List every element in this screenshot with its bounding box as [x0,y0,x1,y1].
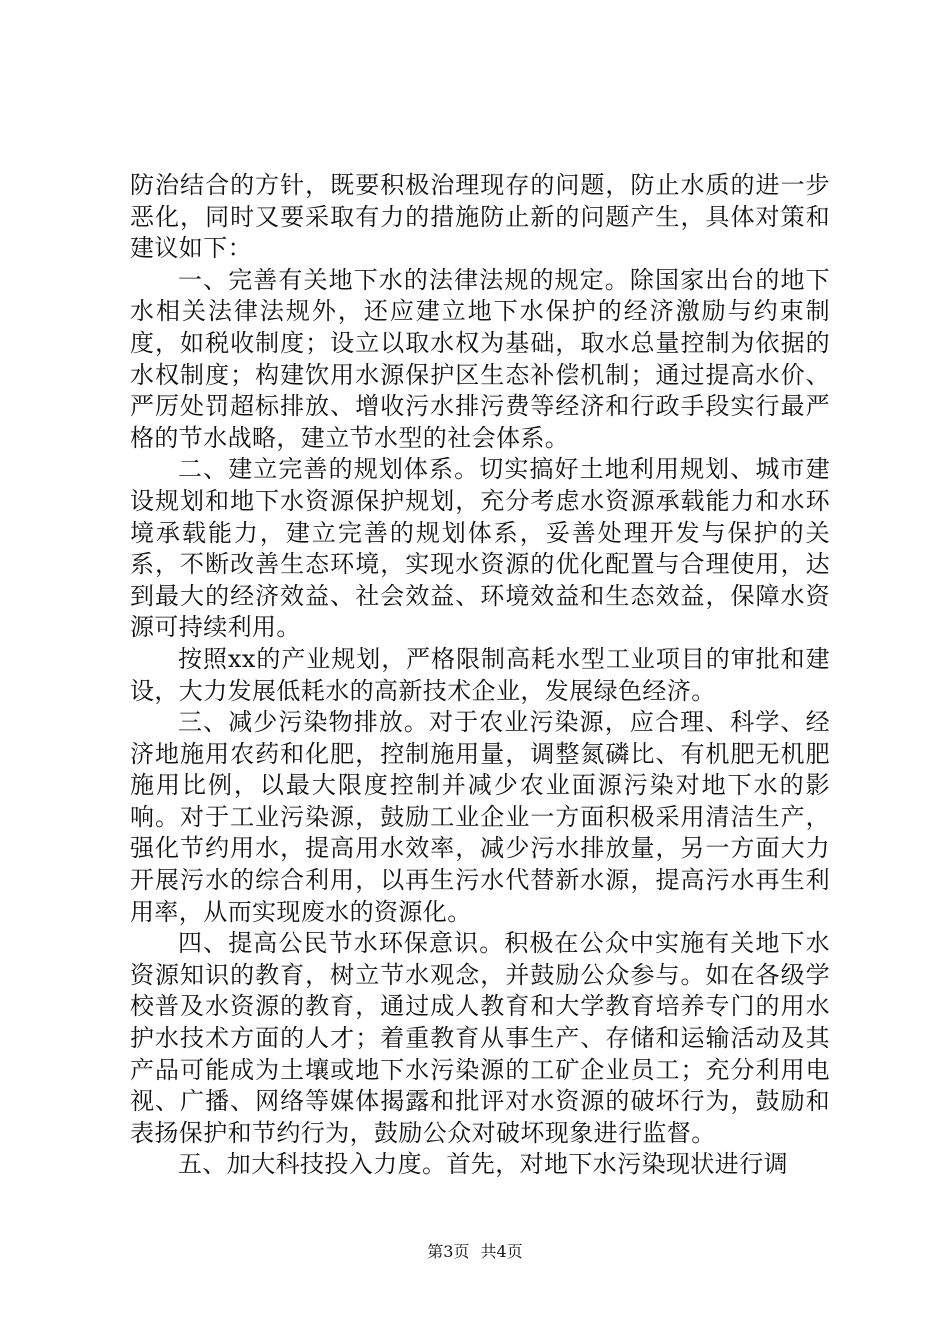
page-total: 共4页 [480,1242,523,1261]
document-body [130,170,830,1181]
page-number: 第3页 [427,1242,470,1261]
paragraph-law-regulation: 一、完善有关地下水的法律法规的规定。除国家出台的地下水相关法律法规外，还应建立地下水保护的经济激励与约束制度，如税收制度；设立以取水权为基础，取水总量控制为依据的水权制度；构建饮用水源保护区生态补偿机制；通过提高水价、严厉处罚超标排放、增收污水排污费等经济和行政手段实行最严格的节水战略，建立节水型的社会体系。 [130,265,830,452]
page-footer [0,1242,950,1262]
paragraph-reduce-pollution: 三、减少污染物排放。对于农业污染源，应合理、科学、经济地施用农药和化肥，控制施用量，调整氮磷比、有机肥无机肥施用比例，以最大限度控制并减少农业面源污染对地下水的影响。对于工业污染源，鼓励工业企业一方面积极采用清洁生产，强化节约用水，提高用水效率，减少污水排放量，另一方面大力开展污水的综合利用，以再生污水代替新水源，提高污水再生利用率，从而实现废水的资源化。 [130,708,830,926]
paragraph-public-awareness: 四、提高公民节水环保意识。积极在公众中实施有关地下水资源知识的教育，树立节水观念，并鼓励公众参与。如在各级学校普及水资源的教育，通过成人教育和大学教育培养专门的用水护水技术方面的人才；着重教育从事生产、存储和运输活动及其产品可能成为土壤或地下水污染源的工矿企业员工；充分利用电视、广播、网络等媒体揭露和批评对水资源的破坏行为，鼓励和表扬保护和节约行为，鼓励公众对破坏现象进行监督。 [130,929,830,1147]
paragraph-planning-system: 二、建立完善的规划体系。切实搞好土地利用规划、城市建设规划和地下水资源保护规划，充分考虑水资源承载能力和水环境承载能力，建立完善的规划体系，妥善处理开发与保护的关系，不断改善生态环境，实现水资源的优化配置与合理使用，达到最大的经济效益、社会效益、环境效益和生态效益，保障水资源可持续利用。 [130,455,830,642]
paragraph-continuation: 防治结合的方针，既要积极治理现存的问题，防止水质的进一步恶化，同时又要采取有力的措施防止新的问题产生，具体对策和建议如下： [130,171,830,263]
paragraph-tech-investment: 五、加大科技投入力度。首先，对地下水污染现状进行调 [178,1150,788,1179]
paragraph-industry-plan: 按照xx的产业规划，严格限制高耗水型工业项目的审批和建设，大力发展低耗水的高新技术企业，发展绿色经济。 [130,644,830,705]
